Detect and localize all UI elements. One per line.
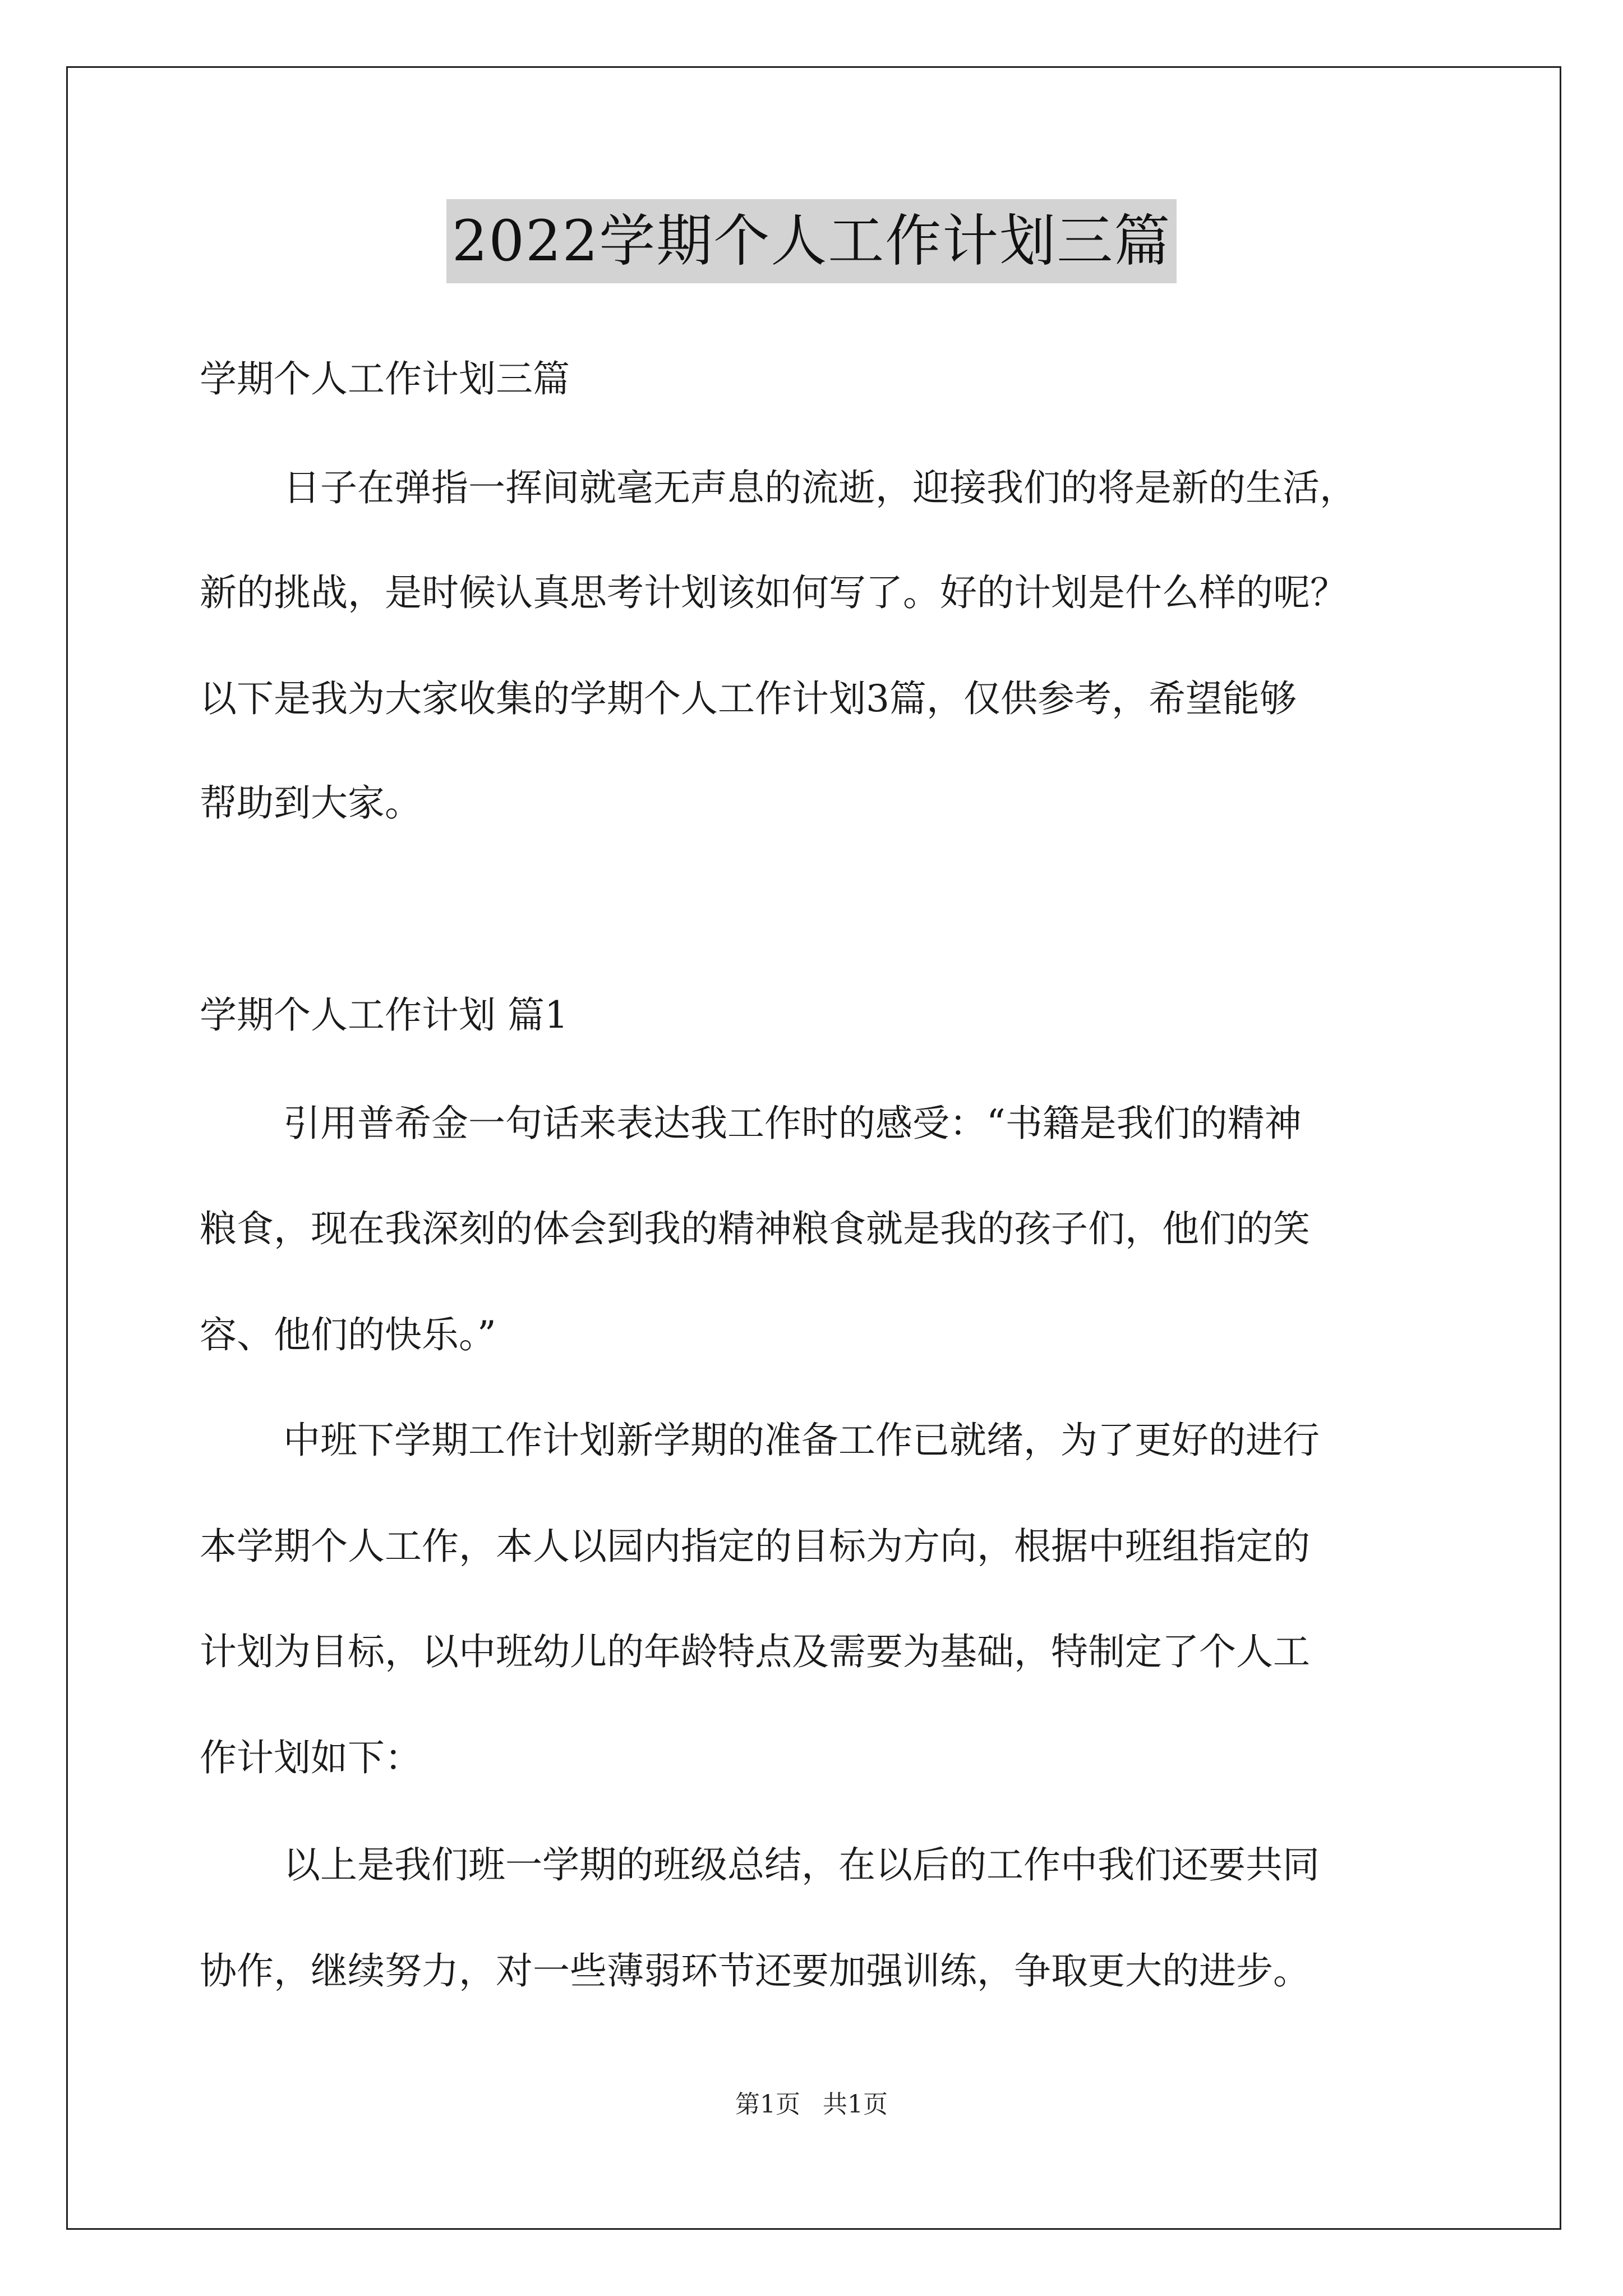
paragraph-line: 以下是我为大家收集的学期个人工作计划3篇，仅供参考，希望能够 (200, 677, 1297, 720)
paragraph-line: 新的挑战，是时候认真思考计划该如何写了。好的计划是什么样的呢？ (200, 571, 1347, 614)
paragraph-line: 本学期个人工作，本人以园内指定的目标为方向，根据中班组指定的 (200, 1525, 1310, 1568)
section-heading: 学期个人工作计划 篇1 (200, 993, 568, 1037)
page-footer (0, 2088, 1623, 2122)
page-number-current: 第1页 (735, 2090, 800, 2119)
paragraph-line: 计划为目标，以中班幼儿的年龄特点及需要为基础，特制定了个人工 (200, 1630, 1310, 1673)
paragraph-line: 粮食，现在我深刻的体会到我的精神粮食就是我的孩子们，他们的笑 (200, 1207, 1310, 1250)
paragraph-line: 容、他们的快乐。” (200, 1313, 496, 1356)
page-number-total: 共1页 (823, 2090, 888, 2119)
paragraph-line: 中班下学期工作计划新学期的准备工作已就绪，为了更好的进行 (283, 1419, 1320, 1462)
paragraph-line: 协作，继续努力，对一些薄弱环节还要加强训练，争取更大的进步。 (200, 1949, 1310, 1993)
paragraph-line: 日子在弹指一挥间就毫无声息的流逝，迎接我们的将是新的生活， (283, 466, 1357, 509)
paragraph-line: 作计划如下： (200, 1736, 422, 1779)
title-container (0, 199, 1623, 283)
paragraph-line: 引用普希金一句话来表达我工作时的感受：“书籍是我们的精神 (283, 1102, 1302, 1145)
subtitle-line: 学期个人工作计划三篇 (200, 357, 570, 401)
paragraph-line: 以上是我们班一学期的班级总结，在以后的工作中我们还要共同 (283, 1843, 1320, 1887)
document-title: 2022学期个人工作计划三篇 (446, 199, 1177, 283)
paragraph-line: 帮助到大家。 (200, 781, 422, 825)
